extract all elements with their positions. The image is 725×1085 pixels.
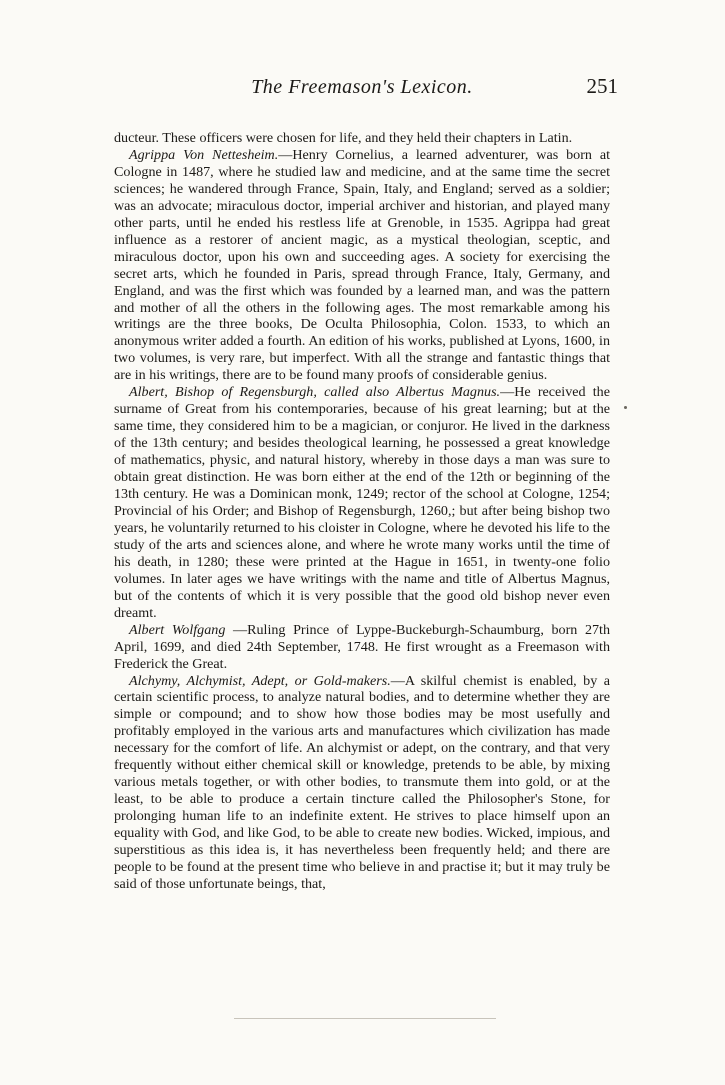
running-title: The Freemason's Lexicon. bbox=[251, 76, 473, 98]
entry-text: —He received the surname of Great from his contemporaries, because of his great learning; but at the same time, they considered him to be a magician, or conjuror. He lived in the darkness of the 13th century; and besides theological learning, he possessed a great knowledge of mathematics, physic, and natural history, whereby in those days a man was sure to obtain great distinction. He was born either at the end of the 12th or beginning of the 13th century. He was a Dominican monk, 1249; rector of the school at Cologne, 1254; Provincial of his Order; and Bishop of Regensburgh, 1260,; but after being bishop two years, he voluntarily returned to his cloister in Cologne, where he devoted his life to the study of the arts and sciences alone, and where he wrote many works until the time of his death, in 1280; these were printed at the Hague in 1651, in twenty-one folio volumes. In later ages we have writings with the name and title of Albertus Magnus, but of the contents of which it is very possible that the good old bishop never even dreamt. bbox=[114, 384, 610, 621]
entry-text: —Henry Cornelius, a learned adventurer, was born at Cologne in 1487, where he studied law and medicine, and at the same time the secret sciences; he wandered through France, Spain, Italy, and England; served as a soldier; was an advocate; miraculous doctor, imperial archiver and historian, and played many other parts, until he ended his restless life at Grenoble, in 1535. Agrippa had great influence as a restorer of ancient magic, as a mystical theologian, sceptic, and miraculous doctor, upon his own and succeeding ages. A society for exercising the secret arts, which he founded in Paris, spread through France, Italy, Germany, and England, and was the first which was founded by a learned man, and was the pattern and mother of all the others in the following ages. The most remarkable among his writings are the three books, De Oculta Philosophia, Colon. 1533, to which an anonymous writer added a fourth. An edition of his works, published at Lyons, 1600, in two volumes, is very rare, but imperfect. With all the strange and fantastic things that are in his writings, there are to be found many proofs of considerable genius. bbox=[114, 146, 611, 384]
entry-headword: Albert Wolfgang bbox=[129, 621, 226, 638]
entry-headword: Alchymy, Alchymist, Adept, or Gold-makers. bbox=[129, 672, 391, 689]
page-number: 251 bbox=[586, 74, 618, 98]
page-bottom-rule bbox=[234, 1018, 496, 1019]
paragraph-text: ducteur. These officers were chosen for life, and they held their chapters in Latin. bbox=[114, 130, 573, 146]
paragraph-continuation bbox=[114, 130, 610, 147]
ink-speck bbox=[624, 406, 627, 409]
book-page bbox=[114, 70, 618, 893]
entry-albert-bishop bbox=[114, 384, 610, 621]
entry-text: —A skilful chemist is enabled, by a certain scientific process, to analyze natural bodies, and to determine whether they are simple or compound; and to show how those bodies may be most usefully and profitably employed in the various arts and manufactures which civilization has made necessary for the comfort of life. An alchymist or adept, on the contrary, and that very frequently without either chemical skill or knowledge, pretends to be able, by mixing various metals together, or with other bodies, to transmute them into gold, or at the least, to be able to produce a certain tincture called the Philosopher's Stone, for prolonging human life to an indefinite extent. He strives to place himself upon an equality with God, and like God, to be able to create new bodies. Wicked, impious, and superstitious as this idea is, it has nevertheless been frequently held; and there are people to be found at the present time who believe in and practise it; but it may truly be said of those unfortunate beings, that, bbox=[114, 672, 610, 892]
body-text bbox=[114, 130, 610, 893]
page-header bbox=[114, 70, 618, 100]
entry-headword: Agrippa Von Nettesheim. bbox=[129, 146, 279, 163]
entry-alchymy bbox=[114, 673, 610, 893]
entry-agrippa bbox=[114, 147, 610, 384]
entry-headword: Albert, Bishop of Regensburgh, called also Albertus Magnus. bbox=[129, 384, 501, 401]
entry-text: —Ruling Prince of Lyppe-Buckeburgh-Schaumburg, born 27th April, 1699, and died 24th September, 1748. He first wrought as a Freemason with Frederick the Great. bbox=[114, 621, 611, 672]
entry-albert-wolfgang bbox=[114, 622, 610, 673]
